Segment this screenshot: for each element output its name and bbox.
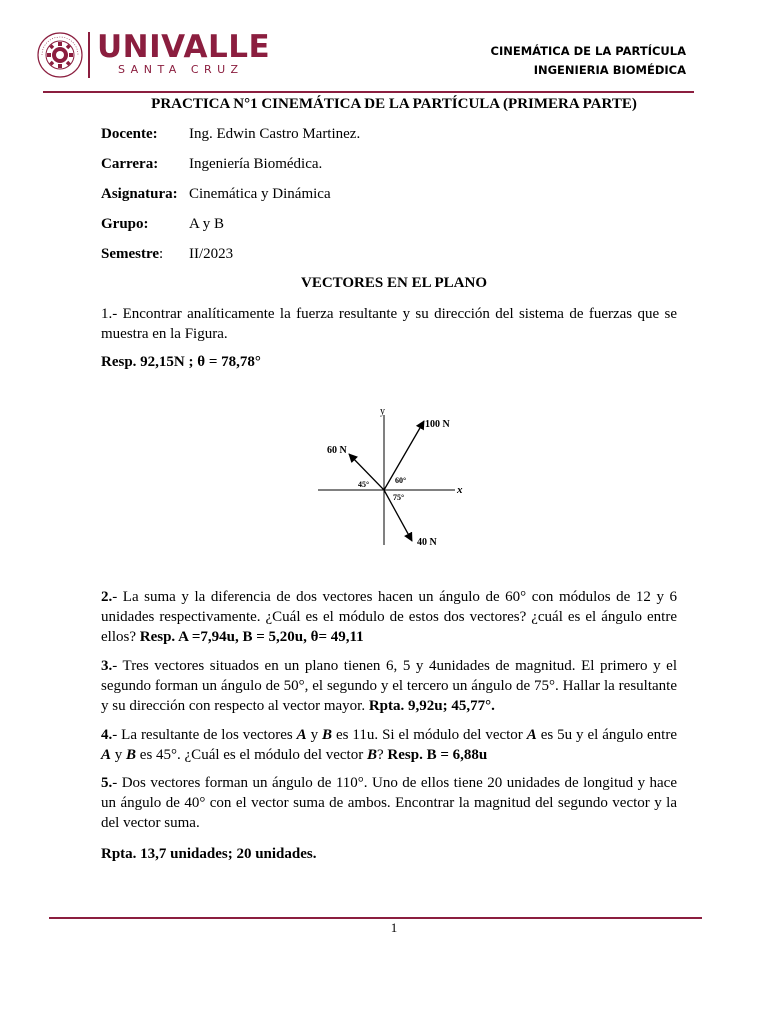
problem-1-text: 1.- Encontrar analíticamente la fuerza resultante y su dirección del sistema de fuerzas que se muestra en la Figura.	[101, 306, 677, 342]
y-axis-label: y	[380, 406, 385, 417]
logo-subtitle: SANTA CRUZ	[118, 63, 244, 76]
force-100n-label: 100 N	[425, 419, 450, 430]
page-title: PRACTICA N°1 CINEMÁTICA DE LA PARTÍCULA (PRIMERA PARTE)	[151, 96, 637, 112]
problem-1-answer: Resp. 92,15N ; θ = 78,78°	[101, 354, 261, 370]
header-course: CINEMÁTICA DE LA PARTÍCULA	[490, 44, 686, 58]
angle-45-label: 45°	[358, 480, 370, 489]
footer-rule	[49, 917, 702, 919]
info-label-asignatura: Asignatura:	[101, 186, 178, 202]
force-diagram	[300, 395, 480, 555]
problem-5-answer: Rpta. 13,7 unidades; 20 unidades.	[101, 846, 317, 862]
info-value-grupo: A y B	[189, 216, 225, 232]
info-value-carrera: Ingeniería Biomédica.	[189, 156, 323, 172]
info-label-grupo: Grupo:	[101, 216, 149, 232]
page-number: 1	[390, 920, 398, 935]
problem-2: 2.- La suma y la diferencia de dos vectores hacen un ángulo de 60° con módulos de 12 y 6 unidades respectivamente. ¿Cuál es el módulo de estos dos vectores? ¿cuál es el ángulo entre ellos? Resp. A =7,94u, B = 5,20u, θ= 49,11	[101, 589, 677, 645]
logo-name: UNIVALLE	[97, 29, 271, 65]
angle-60-label: 60°	[395, 476, 407, 485]
info-label-carrera: Carrera:	[101, 156, 159, 172]
x-axis-label: x	[457, 484, 463, 496]
university-seal-logo	[36, 31, 84, 79]
section-title: VECTORES EN EL PLANO	[300, 275, 488, 291]
problem-3: 3.- Tres vectores situados en un plano tienen 6, 5 y 4unidades de magnitud. El primero y el segundo forman un ángulo de 50°, el segundo y el tercero un ángulo de 75°. Hallar la resultante y su dirección con respecto al vector mayor. Rpta. 9,92u; 45,77°.	[101, 658, 677, 714]
info-value-docente: Ing. Edwin Castro Martinez.	[189, 126, 361, 142]
force-60n-label: 60 N	[327, 445, 347, 456]
angle-75-label: 75°	[393, 493, 405, 502]
info-label-docente: Docente:	[101, 126, 158, 142]
header-rule	[43, 91, 694, 93]
logo-divider	[88, 32, 90, 78]
info-value-asignatura: Cinemática y Dinámica	[189, 186, 331, 202]
problem-4: 4.- La resultante de los vectores A y B es 11u. Si el módulo del vector A es 5u y el ángulo entre A y B es 45°. ¿Cuál es el módulo del vector B? Resp. B = 6,88u	[101, 727, 678, 763]
problem-5: 5.- Dos vectores forman un ángulo de 110°. Uno de ellos tiene 20 unidades de longitud y hace un ángulo de 40° con el vector suma de ambos. Encontrar la magnitud del segundo vector y la del vector suma.	[101, 775, 677, 831]
info-value-semestre: II/2023	[189, 246, 234, 262]
header-career: INGENIERIA BIOMÉDICA	[533, 63, 686, 77]
info-label-semestre: Semestre:	[101, 246, 164, 262]
force-40n-label: 40 N	[417, 537, 437, 548]
